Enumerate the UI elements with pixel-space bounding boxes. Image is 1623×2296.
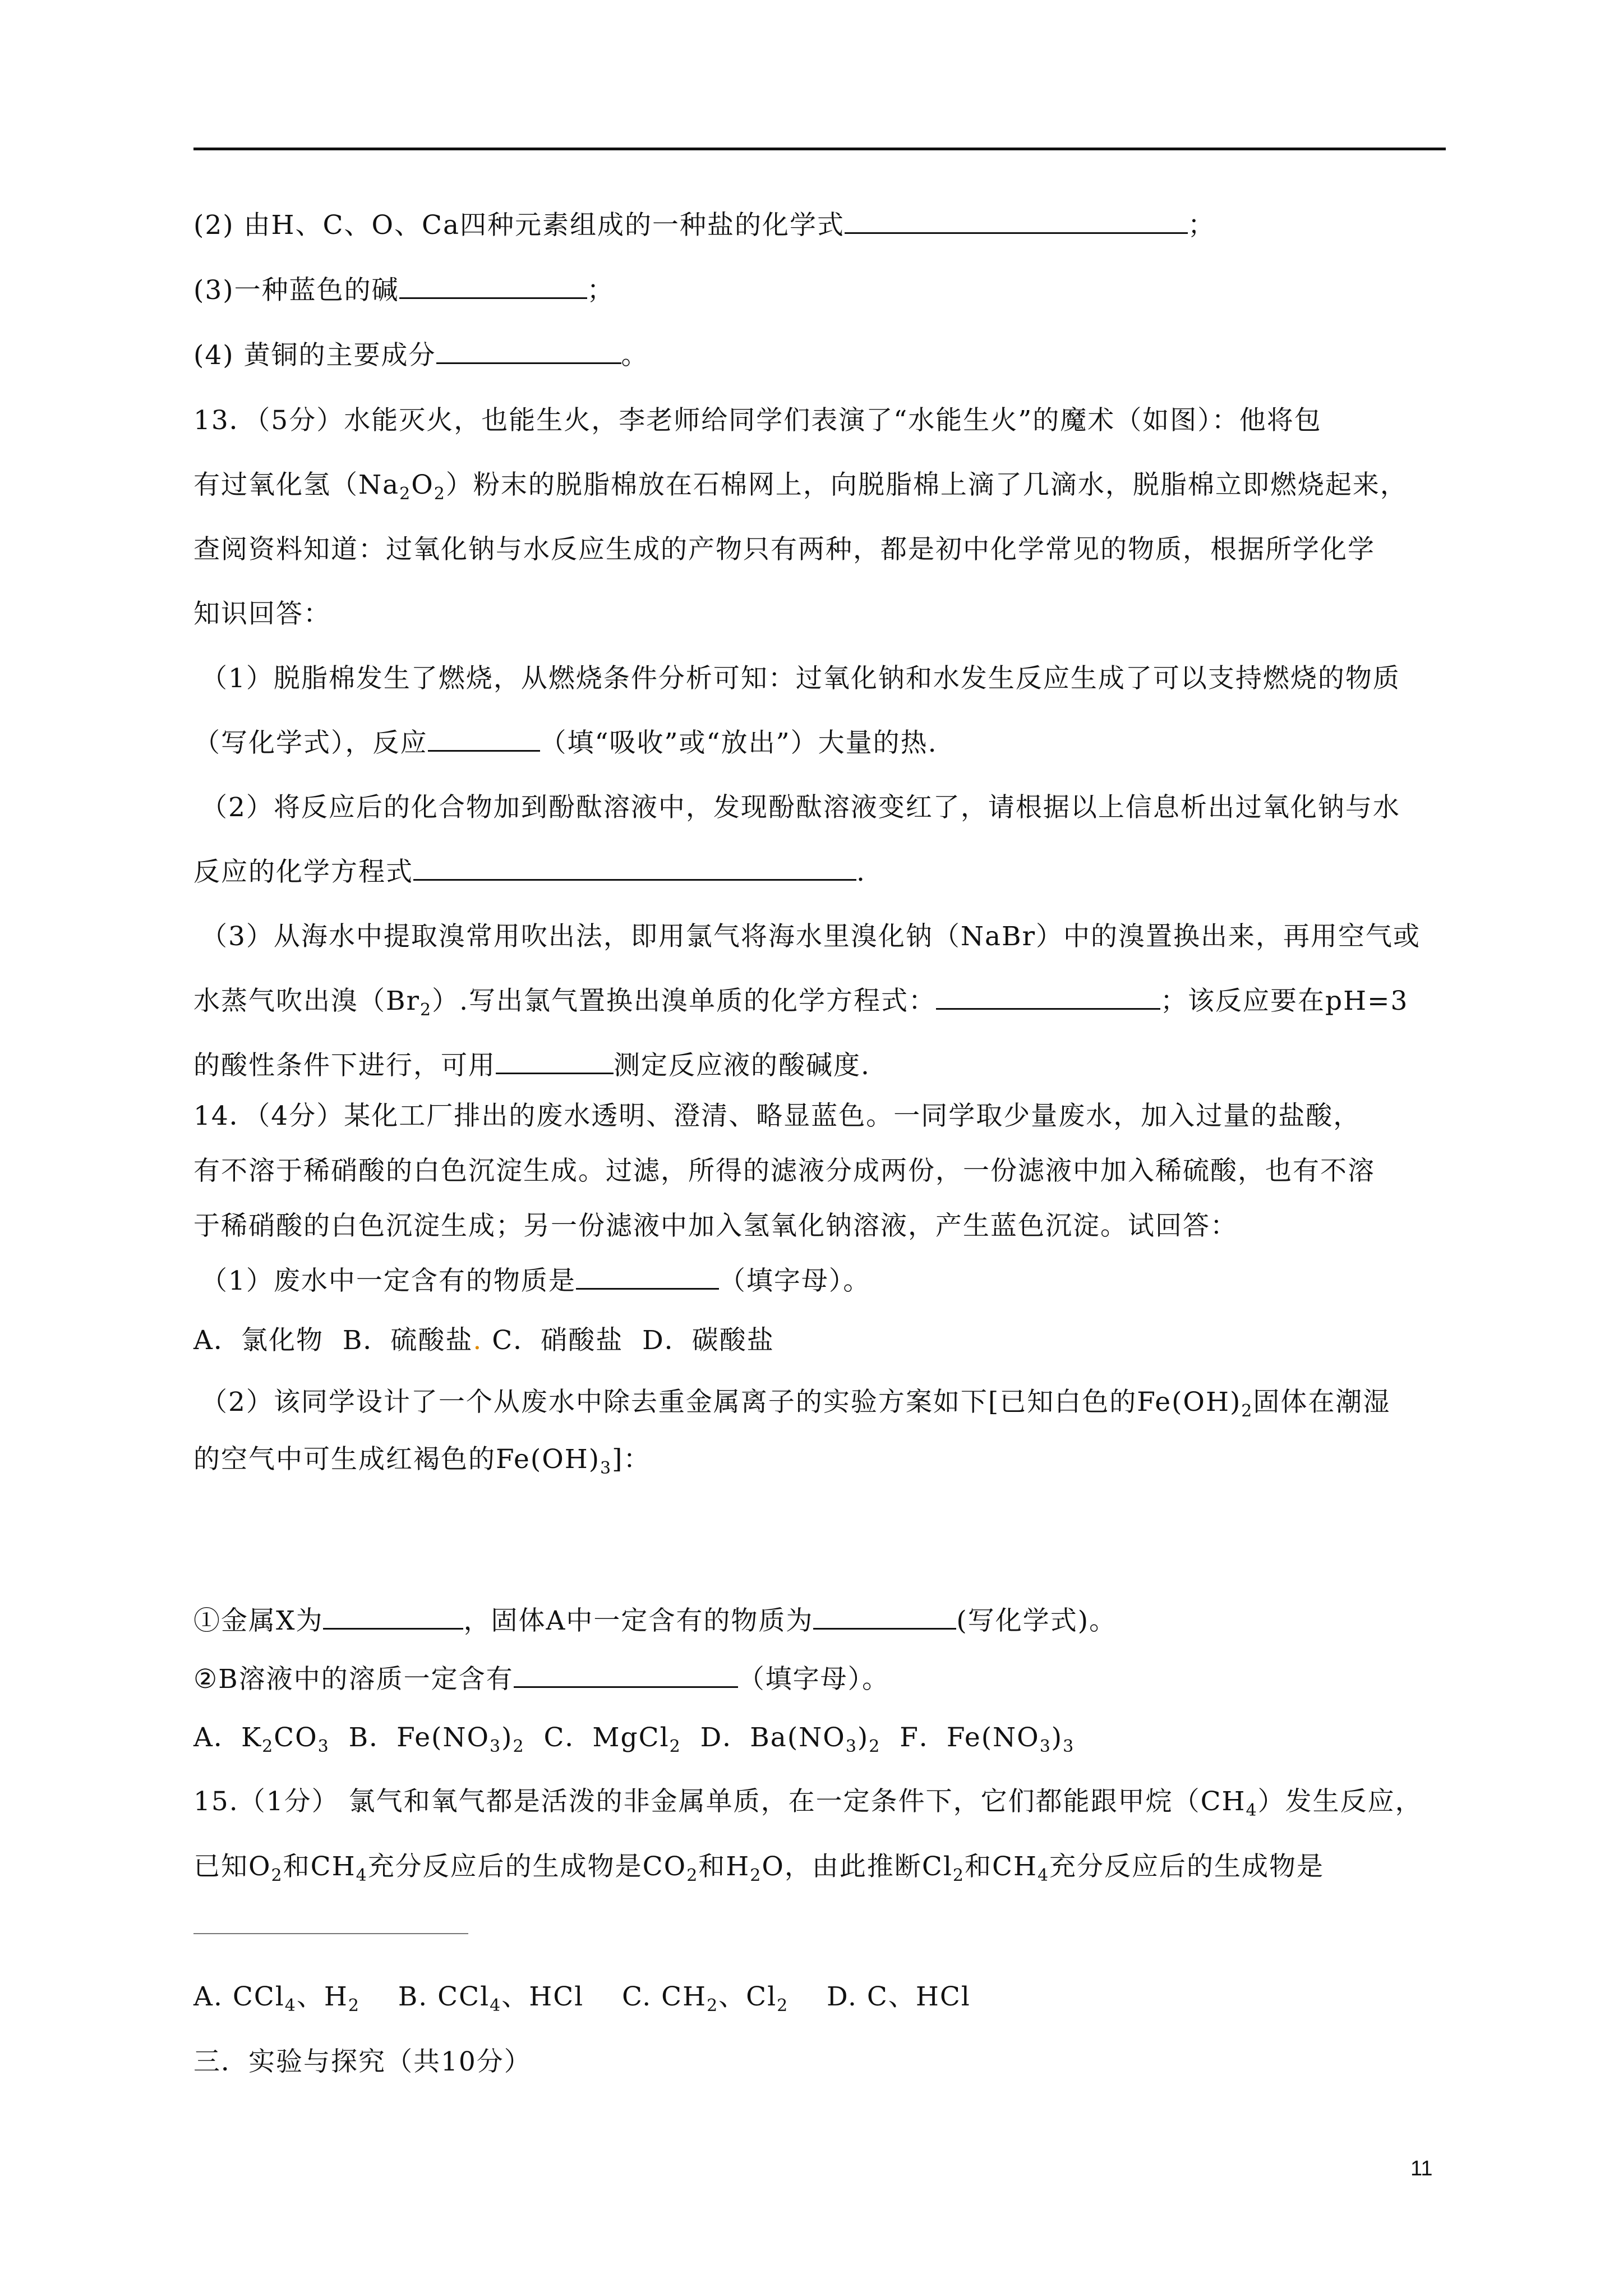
q13-line4: 知识回答： [193,599,331,629]
q13-part1: （1）脱脂棉发生了燃烧，从燃烧条件分析可知：过氧化钠和水发生反应生成了可以支持燃烧的物质 [201,663,1400,694]
q14-line3: 于稀硝酸的白色沉淀生成；另一份滤液中加入氢氧化钠溶液，产生蓝色沉淀。试回答： [193,1211,1238,1241]
answer-blank[interactable] [428,728,540,752]
q13-line1: 13．（5分）水能灭火，也能生火，李老师给同学们表演了“水能生火”的魔术（如图）：他将包 [193,405,1322,436]
q13-part2: （2）将反应后的化合物加到酚酞溶液中，发现酚酞溶液变红了，请根据以上信息析出过氧化钠与水 [201,792,1400,823]
q14-part2: （2）该同学设计了一个从废水中除去重金属离子的实验方案如下[已知白色的$Fe(OH)_2$固体在潮湿 [201,1387,1391,1421]
q14-part1: （1）废水中一定含有的物质是 （填字母）。 [201,1266,871,1296]
q15-answer-blank[interactable] [193,1933,468,1934]
q14-part2-cont: 的空气中可生成红褐色的$Fe(OH)_3$]： [193,1444,651,1478]
q12-part4: (4) 黄铜的主要成分 。 [193,340,649,371]
answer-blank[interactable] [576,1266,719,1290]
q14-line2: 有不溶于稀硝酸的白色沉淀生成。过滤，所得的滤液分成两份，一份滤液中加入稀硫酸，也有不溶 [193,1156,1375,1186]
q13-part1-cont: （写化学式），反应 （填“吸收”或“放出”）大量的热. [193,728,938,758]
answer-blank[interactable] [845,210,1188,234]
q12-part3: (3)一种蓝色的碱 ； [193,275,615,306]
answer-blank[interactable] [436,340,621,364]
answer-blank[interactable] [399,275,587,299]
answer-blank[interactable] [936,986,1160,1010]
answer-blank[interactable] [323,1605,463,1630]
q15-options: A. CCl$_4$、$H_2$ B. CCl$_4$、HCl C. $CH_2$、$Cl_2$ D. C、HCl [193,1981,971,2016]
q13-part2-cont: 反应的化学方程式 . [193,857,866,887]
q13-part3-cont: 水蒸气吹出溴$(Br_2)$.写出氯气置换出溴单质的化学方程式： ；该反应要在pH=3 [193,986,1409,1020]
q14-part2-sub2-options: A．$K_2CO_3$ B．$Fe(NO_3)_2$ C．MgCl$_2$ D．$Ba(NO_3)_2$ F．$Fe(NO_3)_3$ [193,1722,1075,1756]
q15-line2: 已知$O_2$和$CH_4$充分反应后的生成物是$CO_2$和$H_2O$，由此推断$Cl_2$和$CH_4$充分反应后的生成物是 [193,1851,1325,1885]
section-3-heading: 三．实验与探究（共10分） [193,2046,532,2077]
answer-blank[interactable] [496,1050,614,1074]
answer-blank[interactable] [813,1605,956,1630]
header-rule [193,148,1446,150]
q14-part1-options: A．氯化物 B．硫酸盐. C．硝酸盐 D．碳酸盐 [193,1325,774,1356]
q14-part2-sub1: ①金属X为 ，固体A中一定含有的物质为 (写化学式)。 [193,1605,1117,1636]
q12-part2: (2) 由H、C、O、Ca四种元素组成的一种盐的化学式 ； [193,210,1215,241]
q13-part3: （3）从海水中提取溴常用吹出法，即用氯气将海水里溴化钠（NaBr）中的溴置换出来，再用空气或 [201,921,1421,952]
page-number: 11 [1410,2157,1433,2180]
q14-part2-sub2: ②B溶液中的溶质一定含有 （填字母）。 [193,1664,890,1695]
answer-blank[interactable] [413,857,856,881]
q14-line1: 14．（4分）某化工厂排出的废水透明、澄清、略显蓝色。一同学取少量废水，加入过量的盐酸， [193,1101,1361,1131]
q13-line2: 有过氧化氢$(Na_2O_2)$粉末的脱脂棉放在石棉网上，向脱脂棉上滴了几滴水，脱脂棉立即燃烧起来， [193,470,1408,504]
q13-part3-cont2: 的酸性条件下进行，可用 测定反应液的酸碱度. [193,1050,870,1081]
answer-blank[interactable] [514,1664,738,1688]
q15-line1: 15.（1分） 氯气和氧气都是活泼的非金属单质，在一定条件下，它们都能跟甲烷$(CH_4)$发生反应， [193,1786,1423,1820]
q13-line3: 查阅资料知道：过氧化钠与水反应生成的产物只有两种，都是初中化学常见的物质，根据所学化学 [193,534,1375,565]
